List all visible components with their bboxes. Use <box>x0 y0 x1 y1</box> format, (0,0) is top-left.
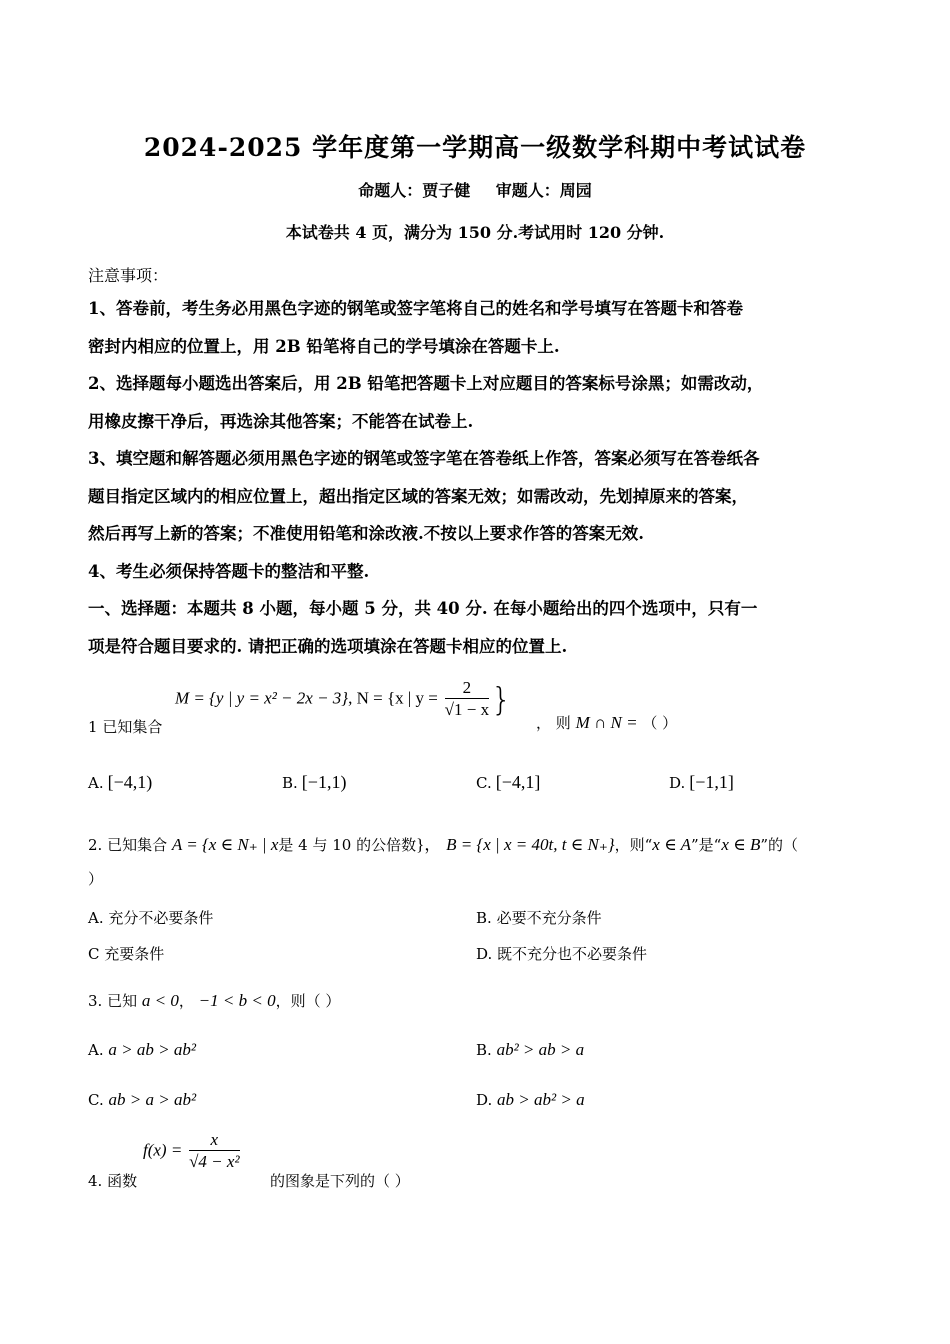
q3-cond-2: −1 < b < 0 <box>198 991 276 1010</box>
q2-mid: ，则“ <box>614 836 653 854</box>
q4-number: 4. <box>88 1172 103 1190</box>
option-label: D. <box>669 774 686 792</box>
option-value: [−1,1] <box>689 772 734 792</box>
note-line: 4、考生必须保持答题卡的整洁和平整. <box>88 561 370 581</box>
question-reviewer: 审题人：周园 <box>495 181 592 200</box>
q1-suffix: ， 则 <box>536 714 571 732</box>
q4-suffix: 的图象是下列的（ ） <box>270 1172 410 1190</box>
q2-end: ”的（ <box>760 836 799 854</box>
section-line-1: 一、选择题：本题共 8 小题，每小题 5 分，共 40 分. 在每小题给出的四个选项中，只有一 <box>88 599 758 618</box>
option-label: B. <box>476 1041 492 1059</box>
option-label: A. <box>88 909 104 927</box>
q1-query <box>536 712 677 733</box>
q3-suffix: ，则（ ） <box>275 992 341 1010</box>
q2-option-c[interactable] <box>88 943 164 964</box>
q3-option-a[interactable] <box>88 1040 196 1060</box>
q2-option-d[interactable] <box>476 943 647 964</box>
q3-option-c[interactable] <box>88 1090 196 1110</box>
option-value: 充分不必要条件 <box>108 909 214 927</box>
option-label: B. <box>282 774 298 792</box>
option-label: A. <box>88 774 104 792</box>
q4-fraction <box>189 1130 239 1173</box>
q1-option-b[interactable] <box>282 772 346 793</box>
q4-frac-den: √4 − x² <box>189 1152 240 1171</box>
q1-frac-den: √1 − x <box>444 700 490 719</box>
q2-is: ”是“ <box>691 836 722 854</box>
q2-set-a: A = {x ∈ N₊ | x <box>171 835 279 854</box>
option-value: 充要条件 <box>104 945 165 963</box>
q3-stem-line: 3. 已知 a < 0， −1 < b < 0，则（ ） <box>88 991 341 1010</box>
notes-heading: 注意事项： <box>88 266 169 285</box>
q4-func: f(x) = <box>143 1140 183 1160</box>
note-line: 密封内相应的位置上，用 2B 铅笔将自己的学号填涂在答题卡上. <box>88 336 560 356</box>
note-line: 2、选择题每小题选出答案后，用 2B 铅笔把答题卡上对应题目的答案标号涂黑；如需改动， <box>88 374 764 393</box>
option-value: [−4,1] <box>495 772 541 792</box>
section-heading <box>88 590 868 665</box>
q1-set-definition <box>175 678 511 721</box>
notes-list <box>88 290 868 590</box>
q2-close: ） <box>88 870 104 888</box>
q3-number: 3. <box>88 992 103 1010</box>
option-label: C. <box>476 774 492 792</box>
authors-line <box>0 178 950 201</box>
q2-set-b: B = {x | x = 40t, t ∈ N₊} <box>446 835 615 854</box>
option-value: [−4,1) <box>107 772 153 792</box>
option-value: 既不充分也不必要条件 <box>497 945 648 963</box>
option-value: 必要不充分条件 <box>496 909 602 927</box>
note-line: 题目指定区域内的相应位置上，超出指定区域的答案无效；如需改动，先划掉原来的答案， <box>88 486 748 506</box>
q2-cond-b: x ∈ B <box>721 835 761 854</box>
q1-stem-line <box>88 716 162 737</box>
exam-meta: 本试卷共 4 页，满分为 150 分.考试用时 120 分钟. <box>285 223 665 242</box>
q3-option-d[interactable] <box>476 1090 585 1110</box>
option-label: C. <box>88 1091 104 1109</box>
q1-set-n-prefix: , N = {x | y = <box>348 688 438 708</box>
q1-set-m: M = {y | y = x² − 2x − 3} <box>175 688 349 708</box>
q4-suffix-line <box>270 1170 410 1191</box>
option-label: C <box>88 945 100 963</box>
q1-frac-num: 2 <box>445 678 489 699</box>
option-label: B. <box>476 909 492 927</box>
option-value: [−1,1) <box>301 772 347 792</box>
q1-option-c[interactable] <box>476 772 540 793</box>
option-value: a > ab > ab² <box>108 1040 196 1059</box>
q1-stem: 已知集合 <box>102 718 163 736</box>
q1-query-expr: M ∩ N = <box>575 713 638 732</box>
q4-frac-num: x <box>189 1130 239 1151</box>
section-line-2: 项是符合题目要求的. 请把正确的选项填涂在答题卡相应的位置上. <box>88 636 568 656</box>
q4-stem: 函数 <box>107 1172 138 1190</box>
exam-title: 2024-2025 学年度第一学期高一级数学科期中考试试卷 <box>143 133 807 162</box>
note-line: 1、答卷前，考生务必用黑色字迹的钢笔或签字笔将自己的姓名和学号填写在答题卡和答卷 <box>88 299 743 318</box>
q1-option-d[interactable] <box>669 772 734 793</box>
option-label: D. <box>476 1091 493 1109</box>
q1-fraction <box>445 678 489 721</box>
q3-option-b[interactable] <box>476 1040 584 1060</box>
q1-paren: （ ） <box>642 714 678 732</box>
note-line: 然后再写上新的答案；不准使用铅笔和涂改液.不按以上要求作答的答案无效. <box>88 524 644 543</box>
q2-number: 2. <box>88 836 103 854</box>
q2-option-a[interactable] <box>88 907 213 928</box>
option-value: ab² > ab > a <box>496 1040 585 1059</box>
q2-cond-a: x ∈ A <box>652 835 691 854</box>
q1-close-brace-glyph: } <box>491 680 512 719</box>
q3-cond-1: a < 0 <box>141 991 179 1010</box>
q1-number: 1 <box>88 718 98 736</box>
note-line: 用橡皮擦干净后，再选涂其他答案；不能答在试卷上. <box>88 411 474 431</box>
q3-stem: 已知 <box>107 992 138 1010</box>
q2-option-b[interactable] <box>476 907 602 928</box>
option-value: ab > a > ab² <box>108 1090 197 1109</box>
option-value: ab > ab² > a <box>497 1090 585 1109</box>
option-label: D. <box>476 945 493 963</box>
q4-stem-line <box>88 1170 137 1191</box>
q4-function <box>143 1130 242 1173</box>
question-setter: 命题人：贾子健 <box>358 181 471 200</box>
q2-set-a-text: 是 4 与 10 的公倍数 <box>278 836 417 854</box>
q1-option-a[interactable] <box>88 772 152 793</box>
option-label: A. <box>88 1041 104 1059</box>
q2-stem-line: 2. 已知集合 A = {x ∈ N₊ | x是 4 与 10 的公倍数}， B = {x | x = 40t, t ∈ N₊}，则“x ∈ A”是“x ∈ B”的（ ） <box>88 835 799 888</box>
note-line: 3、填空题和解答题必须用黑色字迹的钢笔或签字笔在答卷纸上作答，答案必须写在答卷纸各 <box>88 449 760 468</box>
q2-stem: 已知集合 <box>107 836 168 854</box>
